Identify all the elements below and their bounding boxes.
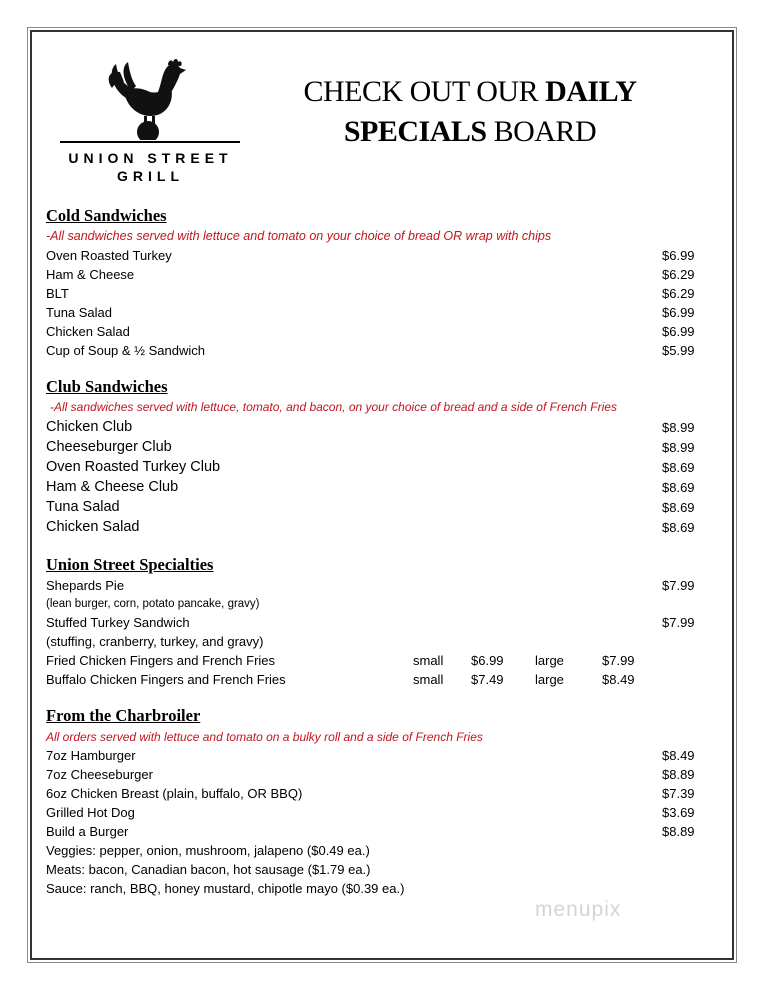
addon-sauce: Sauce: ranch, BBQ, honey mustard, chipotle mayo ($0.39 ea.) — [46, 881, 405, 896]
section-title-specialties: Union Street Specialties — [46, 555, 214, 574]
logo-name-line1: UNION STREET — [68, 150, 233, 166]
menu-price: $8.89 — [662, 824, 695, 839]
menu-item: Ham & Cheese Club — [46, 479, 179, 495]
menu-price: $6.29 — [662, 286, 695, 301]
menu-item: Oven Roasted Turkey — [46, 248, 172, 263]
headline-part1-bold: DAILY — [545, 75, 637, 108]
section-note-club: -All sandwiches served with lettuce, tomato, and bacon, on your choice of bread and a side of French Fries — [50, 400, 617, 414]
menu-item: Oven Roasted Turkey Club — [46, 459, 221, 475]
headline-part2: BOARD — [486, 115, 597, 148]
menu-item: Ham & Cheese — [46, 267, 135, 282]
size-large-price: $7.99 — [602, 653, 635, 668]
menu-item-description: (lean burger, corn, potato pancake, gravy) — [46, 598, 260, 610]
menu-item: 6oz Chicken Breast (plain, buffalo, OR BBQ) — [46, 786, 303, 801]
menu-price: $7.99 — [662, 615, 695, 630]
menu-item: Chicken Salad — [46, 519, 140, 535]
size-large-label: large — [535, 672, 564, 687]
menu-item: Build a Burger — [46, 824, 129, 839]
menu-price: $8.49 — [662, 748, 695, 763]
menu-item: Fried Chicken Fingers and French Fries — [46, 653, 276, 668]
section-note-charbroiler: All orders served with lettuce and tomato on a bulky roll and a side of French Fries — [46, 730, 483, 744]
logo-name-line2: GRILL — [117, 168, 184, 184]
section-title-club: Club Sandwiches — [46, 377, 168, 396]
watermark: menupix — [535, 898, 622, 921]
section-note-cold: -All sandwiches served with lettuce and tomato on your choice of bread OR wrap with chips — [46, 229, 552, 243]
menu-price: $3.69 — [662, 805, 695, 820]
menu-price: $8.99 — [662, 420, 695, 435]
headline — [280, 72, 660, 152]
menu-item: Shepards Pie — [46, 578, 125, 593]
menu-price: $8.69 — [662, 520, 695, 535]
menu-item: Buffalo Chicken Fingers and French Fries — [46, 672, 286, 687]
rooster-icon — [106, 58, 196, 140]
section-title-cold: Cold Sandwiches — [46, 206, 167, 225]
menu-item: Chicken Salad — [46, 324, 130, 339]
menu-item: Tuna Salad — [46, 499, 120, 515]
menu-item: 7oz Cheeseburger — [46, 767, 153, 782]
addon-veggies: Veggies: pepper, onion, mushroom, jalapeno ($0.49 ea.) — [46, 843, 370, 858]
menu-price: $8.69 — [662, 500, 695, 515]
section-title-charbroiler: From the Charbroiler — [46, 706, 201, 725]
menu-price: $6.99 — [662, 324, 695, 339]
size-large-price: $8.49 — [602, 672, 635, 687]
menu-item: Tuna Salad — [46, 305, 113, 320]
size-small-label: small — [413, 672, 444, 687]
menu-item-description: (stuffing, cranberry, turkey, and gravy) — [46, 634, 264, 649]
menu-price: $5.99 — [662, 343, 695, 358]
headline-part1: CHECK OUT OUR — [303, 75, 546, 108]
logo — [58, 58, 243, 184]
addon-meats: Meats: bacon, Canadian bacon, hot sausage ($1.79 ea.) — [46, 862, 371, 877]
menu-price: $8.69 — [662, 460, 695, 475]
menu-item: Stuffed Turkey Sandwich — [46, 615, 190, 630]
size-small-price: $6.99 — [471, 653, 504, 668]
menu-item: Grilled Hot Dog — [46, 805, 135, 820]
size-small-price: $7.49 — [471, 672, 504, 687]
menu-item: BLT — [46, 286, 69, 301]
menu-price: $7.99 — [662, 578, 695, 593]
logo-rule — [60, 141, 240, 143]
menu-item: 7oz Hamburger — [46, 748, 136, 763]
menu-item: Cup of Soup & ½ Sandwich — [46, 343, 205, 358]
menu-price: $6.29 — [662, 267, 695, 282]
size-large-label: large — [535, 653, 564, 668]
size-small-label: small — [413, 653, 444, 668]
menu-price: $8.89 — [662, 767, 695, 782]
menu-price: $6.99 — [662, 305, 695, 320]
menu-price: $6.99 — [662, 248, 695, 263]
menu-price: $8.99 — [662, 440, 695, 455]
menu-item: Cheeseburger Club — [46, 439, 172, 455]
headline-part2-bold: SPECIALS — [343, 115, 487, 148]
menu-price: $8.69 — [662, 480, 695, 495]
menu-item: Chicken Club — [46, 419, 133, 435]
menu-price: $7.39 — [662, 786, 695, 801]
